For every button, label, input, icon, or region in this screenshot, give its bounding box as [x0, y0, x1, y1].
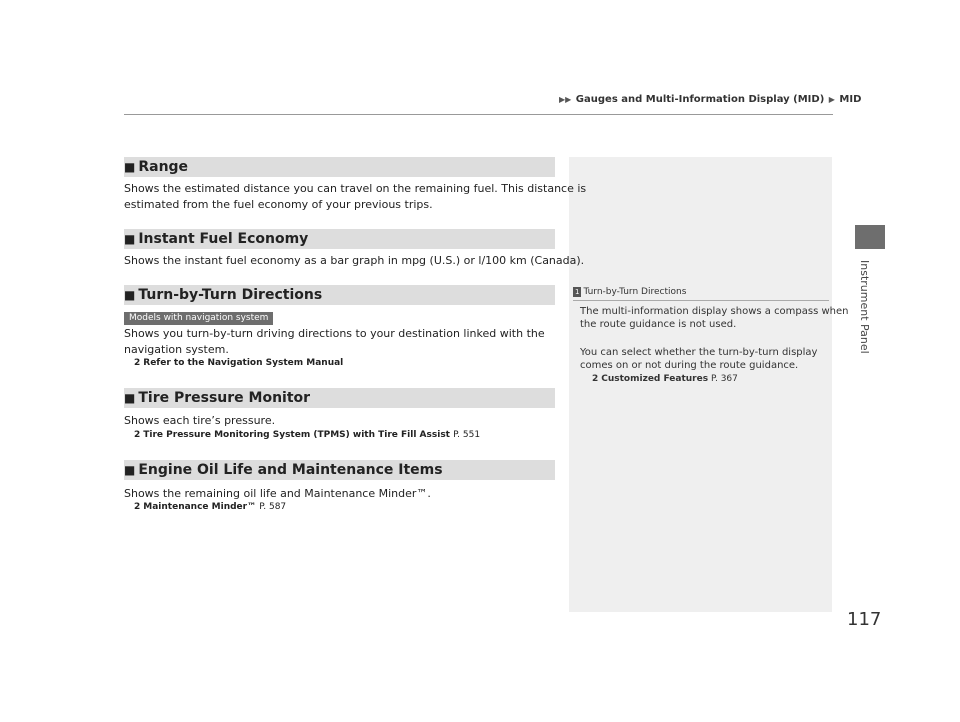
section-heading-turn-by-turn: [124, 285, 555, 305]
page-number: 117: [847, 609, 882, 630]
breadcrumb-item-mid[interactable]: MID: [839, 94, 862, 105]
reference-link-text[interactable]: Tire Pressure Monitoring System (TPMS) with Tire Fill Assist: [143, 430, 450, 440]
breadcrumb-arrow-icon: ▶: [828, 95, 835, 104]
sidebar-note-line: the route guidance is not used.: [580, 319, 737, 330]
section-title: Instant Fuel Economy: [138, 231, 309, 247]
reference-tpms[interactable]: [134, 430, 480, 440]
section-body-line: estimated from the fuel economy of your previous trips.: [124, 198, 433, 211]
heading-square-icon: ■: [124, 232, 136, 246]
chapter-tab-marker: [855, 225, 885, 249]
breadcrumb: [558, 94, 861, 105]
sidebar-note-title: [573, 287, 686, 297]
reference-page: P. 587: [259, 502, 287, 512]
section-title: Range: [138, 159, 189, 175]
reference-navigation-manual[interactable]: [134, 358, 343, 368]
heading-square-icon: ■: [124, 160, 136, 174]
reference-arrow-icon: 2: [134, 430, 141, 440]
sidebar-note-line: comes on or not during the route guidance.: [580, 360, 799, 371]
reference-arrow-icon: 2: [592, 374, 599, 384]
sidebar-note-divider: [573, 300, 829, 301]
section-heading-range: [124, 157, 555, 177]
reference-arrow-icon: 2: [134, 358, 141, 368]
section-body-line: Shows the instant fuel economy as a bar graph in mpg (U.S.) or l/100 km (Canada).: [124, 254, 585, 267]
reference-page: P. 367: [710, 374, 738, 384]
models-with-navigation-badge: Models with navigation system: [124, 312, 273, 325]
heading-square-icon: ■: [124, 391, 136, 405]
section-heading-instant-fuel-economy: [124, 229, 555, 249]
reference-arrow-icon: 2: [134, 502, 141, 512]
sidebar-note-line: You can select whether the turn-by-turn display: [580, 347, 818, 358]
sidebar-note-title-text: Turn-by-Turn Directions: [583, 287, 687, 297]
section-body-line: Shows the estimated distance you can travel on the remaining fuel. This distance is: [124, 182, 587, 195]
reference-link-text[interactable]: Maintenance Minder™: [143, 502, 257, 512]
section-title: Turn-by-Turn Directions: [138, 287, 323, 303]
reference-link-customized-features[interactable]: Customized Features: [601, 374, 709, 384]
sidebar-note-reference[interactable]: [592, 373, 738, 386]
reference-page: P. 551: [453, 430, 481, 440]
heading-square-icon: ■: [124, 288, 136, 302]
section-heading-engine-oil-life: [124, 460, 555, 480]
breadcrumb-item-gauges[interactable]: Gauges and Multi-Information Display (MID): [575, 94, 825, 105]
reference-maintenance-minder[interactable]: [134, 502, 286, 512]
section-body-line: Shows each tire’s pressure.: [124, 414, 276, 427]
reference-link-text[interactable]: Refer to the Navigation System Manual: [143, 358, 344, 368]
breadcrumb-arrow-icon: ▶▶: [559, 95, 572, 104]
section-body-line: navigation system.: [124, 343, 229, 356]
sidebar-note-line: The multi-information display shows a compass when: [580, 306, 849, 317]
section-title: Tire Pressure Monitor: [138, 390, 311, 406]
section-body-line: Shows you turn-by-turn driving directions to your destination linked with the: [124, 327, 545, 340]
heading-square-icon: ■: [124, 463, 136, 477]
section-body-line: Shows the remaining oil life and Maintenance Minder™.: [124, 487, 431, 500]
note-number-badge: 1: [575, 288, 580, 296]
chapter-label: Instrument Panel: [858, 260, 871, 354]
header-divider: [124, 114, 833, 115]
section-heading-tire-pressure: [124, 388, 555, 408]
section-title: Engine Oil Life and Maintenance Items: [138, 462, 443, 478]
